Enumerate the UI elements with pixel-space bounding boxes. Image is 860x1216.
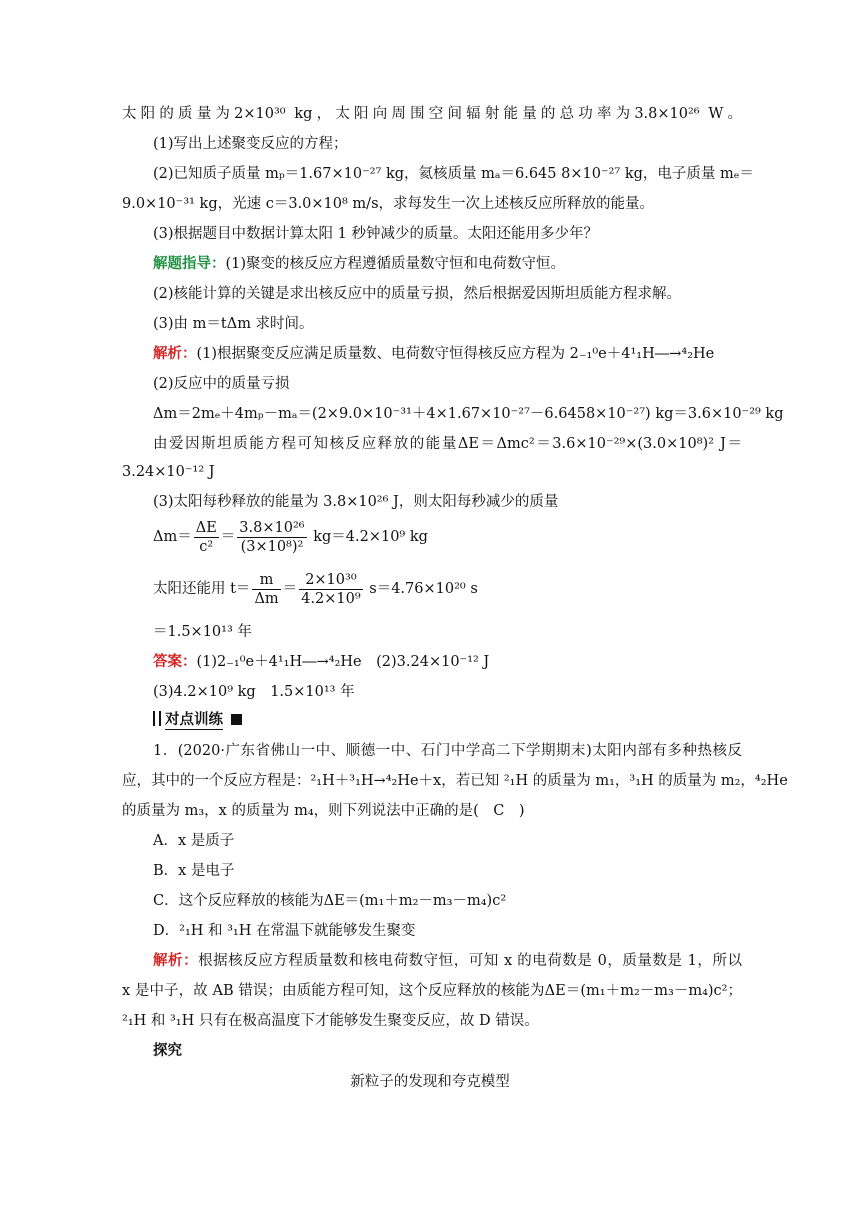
fraction-numerator: ΔE: [195, 519, 217, 536]
answer-text-1: (1)2₋₁⁰e＋4¹₁H―→⁴₂He (2)3.24×10⁻¹² J: [196, 654, 490, 670]
formula-1-mid: ＝: [220, 529, 236, 545]
formula-time: [153, 570, 773, 608]
answer-line-2: (3)4.2×10⁹ kg 1.5×10¹³ 年: [153, 684, 355, 700]
section-title: 新粒子的发现和夸克模型: [350, 1074, 510, 1090]
question-3: (3)根据题目中数据计算太阳 1 秒钟减少的质量。太阳还能用多少年？: [153, 226, 598, 242]
formula-2-rhs: s＝4.76×10²⁰ s: [364, 581, 478, 597]
solution-text-1: (1)根据聚变反应满足质量数、电荷数守恒得核反应方程为 2₋₁⁰e＋4¹₁H―→⁴₂He: [196, 346, 715, 362]
fraction-numeric-1: [237, 519, 306, 556]
fraction-numerator: 2×10³⁰: [299, 571, 362, 590]
formula-2-mid: ＝: [282, 581, 298, 597]
formula-mass-loss: [153, 518, 773, 556]
option-c: C．这个反应释放的核能为ΔE＝(m₁＋m₂－m₃－m₄)c²: [153, 893, 507, 909]
fraction-m-over-dm: [252, 571, 280, 608]
practice-question-line-1: 1．(2020·广东省佛山一中、顺德一中、石门中学高二下学期期末)太阳内部有多种热核反: [153, 743, 742, 759]
fraction-numeric-2: [299, 571, 362, 608]
practice-heading: [153, 710, 773, 730]
fraction-numerator: 3.8×10²⁶: [239, 519, 305, 536]
option-b: B．x 是电子: [153, 863, 235, 879]
option-a: A．x 是质子: [153, 833, 235, 849]
solution-label: 解析：: [153, 345, 197, 362]
fraction-denominator: Δm: [254, 590, 279, 607]
answer-label: 答案：: [153, 653, 197, 670]
guide-line-3: (3)由 m＝tΔm 求时间。: [153, 316, 314, 332]
practice-solution-line-2: x 是中子，故 AB 错误；由质能方程可知，这个反应释放的核能为ΔE＝(m₁＋m₂－m₃－m₄)c²；: [122, 983, 742, 999]
solution-line-7: ＝1.5×10¹³ 年: [153, 624, 252, 640]
guide-label: 解题指导：: [153, 255, 226, 272]
fraction-numerator: m: [252, 571, 280, 590]
fraction-denominator: 4.2×10⁹: [301, 590, 361, 607]
guide-text-1: (1)聚变的核反应方程遵循质量数守恒和电荷数守恒。: [225, 256, 566, 272]
solution-line-1: [153, 344, 773, 364]
fraction-denominator: (3×10⁸)²: [240, 538, 304, 555]
practice-solution-label: 解析：: [153, 952, 199, 969]
intro-line-1: 太阳的质量为2×10³⁰ kg，太阳向周围空间辐射能量的总功率为3.8×10²⁶ W。: [122, 106, 742, 122]
heading-bar-icon: [153, 711, 155, 726]
solution-line-6: (3)太阳每秒释放的能量为 3.8×10²⁶ J，则太阳每秒减少的质量: [153, 494, 559, 510]
question-1: (1)写出上述聚变反应的方程；: [153, 136, 348, 152]
square-bullet-icon: [231, 714, 242, 725]
fraction-e-over-c2: [194, 519, 219, 556]
formula-1-rhs: kg＝4.2×10⁹ kg: [308, 529, 428, 545]
solution-line-4: 由爱因斯坦质能方程可知核反应释放的能量ΔE＝Δmc²＝3.6×10⁻²⁹×(3.0×10⁸)² J＝: [153, 436, 742, 452]
practice-heading-text: 对点训练: [165, 711, 223, 728]
solution-line-2: (2)反应中的质量亏损: [153, 376, 290, 392]
practice-question-line-3: 的质量为 m₃，x 的质量为 m₄，则下列说法中正确的是( C ): [122, 803, 525, 819]
practice-solution-text-1: 根据核反应方程质量数和核电荷数守恒，可知 x 的电荷数是 0，质量数是 1，所以: [198, 953, 743, 969]
solution-line-3: Δm＝2mₑ＋4mₚ－mₐ＝(2×9.0×10⁻³¹＋4×1.67×10⁻²⁷－6.6458×10⁻²⁷) kg＝3.6×10⁻²⁹ kg: [153, 406, 784, 422]
solution-line-5: 3.24×10⁻¹² J: [122, 464, 215, 480]
explore-label: 探究: [153, 1042, 182, 1059]
guide-line-2: (2)核能计算的关键是求出核反应中的质量亏损，然后根据爱因斯坦质能方程求解。: [153, 286, 682, 302]
practice-question-line-2: 应，其中的一个反应方程是：²₁H＋³₁H→⁴₂He＋x，若已知 ²₁H 的质量为 m₁，³₁H 的质量为 m₂，⁴₂He: [122, 773, 788, 789]
practice-solution-line-1: [153, 951, 742, 971]
practice-solution-line-3: ²₁H 和 ³₁H 只有在极高温度下才能够发生聚变反应，故 D 错误。: [122, 1013, 539, 1029]
option-d: D．²₁H 和 ³₁H 在常温下就能够发生聚变: [153, 923, 416, 939]
answer-line-1: [153, 652, 773, 672]
question-2-line-1: (2)已知质子质量 mₚ＝1.67×10⁻²⁷ kg，氦核质量 mₐ＝6.645 8×10⁻²⁷ kg，电子质量 mₑ＝: [153, 166, 754, 182]
question-2-line-2: 9.0×10⁻³¹ kg，光速 c＝3.0×10⁸ m/s，求每发生一次上述核反应所释放的能量。: [122, 196, 655, 212]
guide-line-1: [153, 254, 773, 274]
fraction-denominator: c²: [199, 538, 214, 555]
heading-bar-icon: [159, 711, 161, 726]
formula-1-lhs: Δm＝: [153, 529, 192, 545]
formula-2-lhs: 太阳还能用 t＝: [153, 581, 251, 597]
